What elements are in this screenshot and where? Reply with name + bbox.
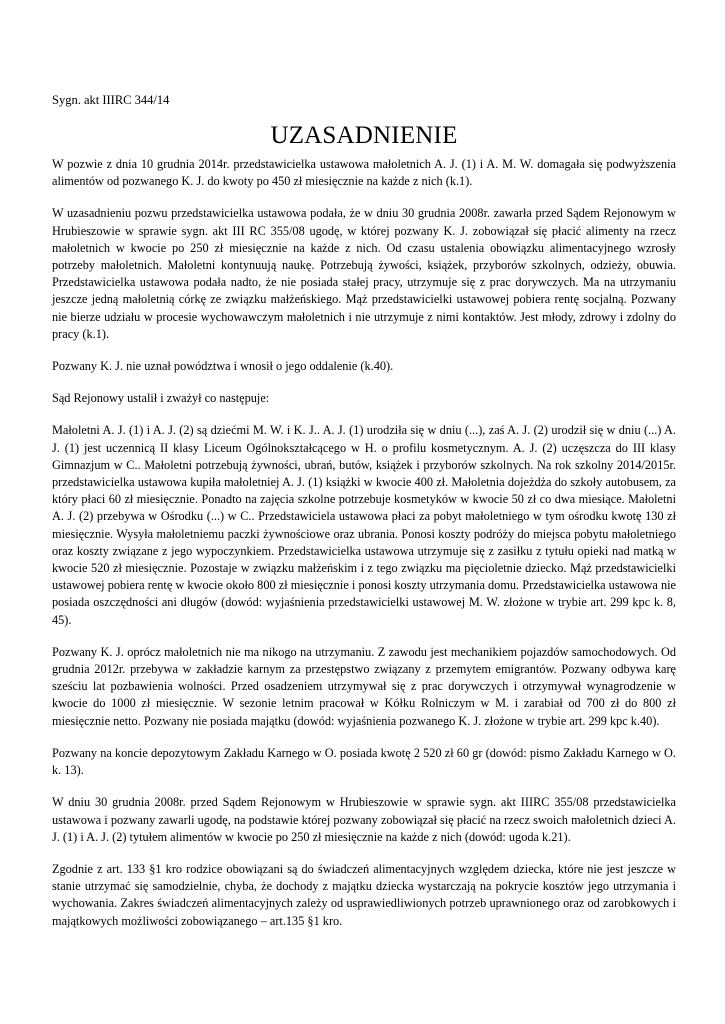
paragraph-claim-justification: W uzasadnieniu pozwu przedstawicielka ustawowa podała, że w dniu 30 grudnia 2008r. zawarła przed Sądem Rejonowym w Hrubieszowie w sprawie sygn. akt III RC 355/08 ugodę, w której pozwany K. J. zobowiązał się płacić alimenty na rzecz małoletnich w kwocie po 250 zł miesięcznie na każde z nich. Od czasu ustalenia obowiązku alimentacyjnego wzrosły potrzeby małoletnich. Małoletni kontynuują naukę. Potrzebują żywości, książek, przyborów szkolnych, odzieży, obuwia. Przedstawicielka ustawowa podała nadto, że nie posiada stałej pracy, utrzymuje się z prac dorywczych. Ma na utrzymaniu jeszcze jedną małoletnią córkę ze związku małżeńskiego. Mąż przedstawicielki ustawowej pobiera rentę socjalną. Pozwany nie bierze udziału w procesie wychowawczym małoletnich i nie utrzymuje z nimi kontaktów. Jest młody, zdrowy i zdolny do pracy (k.1). xyxy=(52,206,676,341)
paragraph-deposit-account: Pozwany na koncie depozytowym Zakładu Karnego w O. posiada kwotę 2 520 zł 60 gr (dowód: pismo Zakładu Karnego w O. k. 13). xyxy=(52,745,676,778)
paragraph-claim: W pozwie z dnia 10 grudnia 2014r. przedstawicielka ustawowa małoletnich A. J. (1) i A. M. W. domagała się podwyższenia alimentów od pozwanego K. J. do kwoty po 450 zł miesięcznie na każde z nich (k.1). xyxy=(52,157,676,189)
document-page xyxy=(52,92,676,945)
paragraph-minors-situation: Małoletni A. J. (1) i A. J. (2) są dziećmi M. W. i K. J.. A. J. (1) urodziła się w dniu (...), zaś A. J. (2) urodził się w dniu (...) A. J. (1) jest uczennicą II klasy Liceum Ogólnokształcącego w H. o profilu kosmetycznym. A. J. (2) uczęszcza do III klasy Gimnazjum w C.. Małoletni potrzebują żywności, ubrań, butów, książek i przyborów szkolnych. Na rok szkolny 2014/2015r. przedstawicielka ustawowa kupiła małoletniej A. J. (1) książki w kwocie 400 zł. Małoletnia dojeżdża do szkoły autobusem, za który płaci 60 zł miesięcznie. Ponadto na zajęcia szkolne potrzebuje kosmetyków w kwocie 50 zł co dwa miesiące. Małoletni A. J. (2) przebywa w Ośrodku (...) w C.. Przedstawiciela ustawowa płaci za pobyt małoletniego w tym ośrodku kwotę 130 zł miesięcznie. Wysyła małoletniemu paczki żywnościowe oraz ubrania. Ponosi koszty podróży do miejsca pobytu małoletniego oraz koszty związane z jego wypoczynkiem. Przedstawicielka ustawowa utrzymuje się z zasiłku z tytułu opieki nad matką w kwocie 520 zł miesięcznie. Pozostaje w związku małżeńskim i z tego związku ma pięcioletnie dziecko. Mąż przedstawicielki ustawowej pobiera rentę w kwocie około 800 zł miesięcznie i ponosi koszty utrzymania domu. Przedstawicielka ustawowa nie posiada oszczędności ani długów (dowód: wyjaśnienia przedstawicielki ustawowej M. W. złożone w trybie art. 299 kpc k. 8, 45). xyxy=(52,423,676,627)
document-title: UZASADNIENIE xyxy=(270,122,458,149)
paragraph-legal-basis: Zgodnie z art. 133 §1 kro rodzice obowiązani są do świadczeń alimentacyjnych względem dziecka, które nie jest jeszcze w stanie utrzymać się samodzielnie, chyba, że dochody z majątku dziecka wystarczają na pokrycie kosztów jego utrzymania i wychowania. Zakres świadczeń alimentacyjnych zależy od usprawiedliwionych potrzeb uprawnionego oraz od zarobkowych i majątkowych możliwości zobowiązanego – art.135 §1 kro. xyxy=(52,861,676,928)
paragraph-court-findings-intro: Sąd Rejonowy ustalił i zważył co następuje: xyxy=(52,391,270,406)
case-number: Sygn. akt IIIRC 344/14 xyxy=(52,93,170,107)
paragraph-defendant-response: Pozwany K. J. nie uznał powództwa i wnosił o jego oddalenie (k.40). xyxy=(52,359,394,374)
paragraph-settlement: W dniu 30 grudnia 2008r. przed Sądem Rejonowym w Hrubieszowie w sprawie sygn. akt IIIRC 355/08 przedstawicielka ustawowa i pozwany zawarli ugodę, na podstawie której pozwany zobowiązał się płacić na rzecz swoich małoletnich dzieci A. J. (1) i A. J. (2) tytułem alimentów w kwocie po 250 zł miesięcznie na każde z nich (dowód: ugoda k.21). xyxy=(52,795,676,844)
paragraph-defendant-situation: Pozwany K. J. oprócz małoletnich nie ma nikogo na utrzymaniu. Z zawodu jest mechanikiem pojazdów samochodowych. Od grudnia 2012r. przebywa w zakładzie karnym za przestępstwo związany z przemytem emigrantów. Pozwany odbywa karę sześciu lat pozbawienia wolności. Przed osadzeniem utrzymywał się z prac dorywczych i otrzymywał wynagrodzenie w kwocie do 1000 zł miesięcznie. W sezonie letnim pracował w Kółku Rolniczym w M. i zarabiał od 700 zł do 800 zł miesięcznie netto. Pozwany nie posiada majątku (dowód: wyjaśnienia pozwanego K. J. złożone w trybie art. 299 kpc k.40). xyxy=(52,644,676,728)
